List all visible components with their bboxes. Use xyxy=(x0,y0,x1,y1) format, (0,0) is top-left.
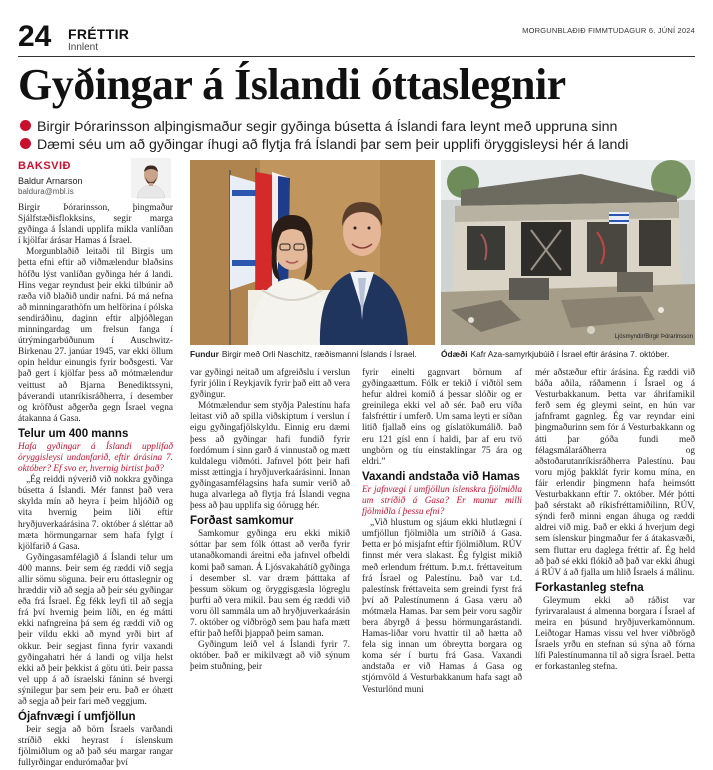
paragraph: Gleymum ekki að ráðist var fyrirvaralaust á almenna borgara í Ísrael af meira en þúsund hryðjuverkamönnum. Leiðtogar Hamas vissu vel hver viðbrögð Ísraels yrðu en stefnan sú sýna að fórna lífi Palestínumanna til að sigra Ísrael. Þetta er forkastanleg stefna. xyxy=(535,595,695,673)
author-avatar xyxy=(131,158,171,198)
subheading: Telur um 400 manns xyxy=(18,427,129,440)
paragraph: Samkomur gyðinga eru ekki mikið sóttar þar sem fólk óttast að verða fyrir utanaðkomandi áreitni eða jafnvel ofbeldi komi það saman. Á Ljósvakahátíð gyðinga í desember sl. var dræm þátttaka af þessum sökum og öryggisgæsla lögreglu þurfti að vera mikil. Þau sem ég ræddi við voru öll sammála um að hryðjuverkaárásin 7. október og viðbrögð sem þau hafa mætt eftir það hefði þjappað þeim saman. xyxy=(190,529,350,640)
caption-text: Birgir með Orli Naschitz, ræðismanni Íslands í Ísrael. xyxy=(221,349,417,359)
photo-caption-1 xyxy=(190,349,417,359)
paragraph: fyrir einelti gagnvart börnum af gyðingaættum. Fólk er tekið í viðtöl sem hefur aldrei komið á þessar slóðir og er greinilega ekki vel að sér. Það eru víða falsfréttir í umferð. Um sama leyti er síðan litið fjallað eins og gíslatökumálið. Það eru 121 gísl enn í haldi, þar af eru tvö ungbörn og tíu einstaklingar 75 ára og eldri.” xyxy=(362,368,522,467)
paragraph: Þeir segja að börn Ísraels varðandi stríðið ekki heyrast í íslenskum fjölmiðlum og að það séu margar rangar fullyrðingar endurómaðar því xyxy=(18,725,173,769)
deck-text-1: Birgir Þórarinsson alþingismaður segir gyðinga búsetta á Íslandi fara leynt með uppruna sinn xyxy=(37,119,618,135)
deck-text-2: Dæmi séu um að gyðingar íhugi að flytja frá Íslandi þar sem þeir upplifi öryggisleysi hér á landi xyxy=(37,137,629,153)
interview-question: Er jafnvægi í umfjöllun íslenskra fjölmiðla um stríðið á Gasa? Er munur milli fjölmiðla í þessu efni? xyxy=(362,484,522,518)
interview-question: Hafa gyðingar á Íslandi upplifað öryggisleysi undanfarið, eftir árásina 7. október? Ef svo er, hvernig birtist það? xyxy=(18,441,173,475)
paragraph: Birgir Þórarinsson, þingmaður Sjálfstæðisflokksins, segir marga gyðinga á Íslandi upplifa mikla vanlíðan í kjölfar árásar Hamas á Ísrael. xyxy=(18,203,173,247)
author-name: Baldur Arnarson xyxy=(18,176,83,186)
kicker-label: BAKSVIÐ xyxy=(18,160,72,172)
red-bullet-icon xyxy=(20,120,31,131)
paragraph: mér aðstæður eftir árásina. Ég ræddi við báða aðila, ráðamenn í Ísrael og á Vesturbakkanum. Þetta var áhrifamikil ferð sem ég gleymi seint, en hún var jafnframt gagnleg. Ég var reyndar eini þingmaðurinn sem fór á Vesturbakkann og átti þar góða fundi með félagsmálaráðherra og aðstoðarutanríkisráðherra Palestínu. Þau voru mjög þakklát fyrir komu mína, en fáir erlendir þingmenn hafa heimsótt Vesturbakkann eftir 7. október. Mér þótti það sérstakt að ríkisfréttamiðilinn, RÚV, sýndi ferð minni engan áhuga og ræddi aldrei við mig. Það er ekki á hverjum degi sem íslenskur þingmaður fer á átakasvæði, sem fluttar eru daglega fréttir af. Ég held að það sé ekki flókið að það var ekki áhugi á RÚV á að fjalla um hlið Ísraels á málinu. xyxy=(535,368,695,578)
paragraph: Morgunblaðið leitaði til Birgis um þetta efni eftir að viðmælendur blaðsins höfðu lýst vanlíðan gyðinga hér á landi. Hins vegar reyndust þeir ekki tilbúnir að ræða við blaðið undir nafni. Þá má nefna að minningarathöfn um helförina í pólska sendiráðinu, daginn eftir alþjóðlegan minningardag um frelsun fanga í útrýmingarbúðunum í Auschwitz-Birkenau 27. janúar 1945, var ekki öllum opin heldur einungis fyrir boðsgesti. Var það gert í kjölfar þess að mótmælendur veittust að Bjarna Benediktssyni, þáverandi utanríkisráðherra, í desember og kröfðust aðgerða gegn Ísrael vegna átakanna á Gasa. xyxy=(18,247,173,424)
paragraph: Mótmælendur sem styðja Palestínu hafa leitast við að spilla viðskiptum í verslun í eigu gyðingafjölskyldu. Einnig eru dæmi þess að gyðingar hafi fundið fyrir fordómum í sinn garð á vinnustað og mætt kuldalegu viðmóti. Jafnvel þótt þeir hafi misst ættingja í hryðjuverkaárásinni. Innan gyðingasamfélagsins hafa sumir verið að huga alvarlega að flytja frá Íslandi vegna þess að þau upplifa sig óörugg hér. xyxy=(190,401,350,512)
photo-meeting xyxy=(190,160,435,345)
subsection-label: Innlent xyxy=(68,42,99,53)
subheading: Ójafnvægi í umfjöllun xyxy=(18,711,136,724)
photo-kibbutz-ruins xyxy=(441,160,695,345)
caption-label: Ódæði xyxy=(441,349,468,359)
photo-credit: Ljósmyndir/Birgir Þórarinsson xyxy=(614,334,693,340)
page-header xyxy=(18,22,695,56)
deck-line-1 xyxy=(20,118,695,136)
section-label: FRÉTTIR xyxy=(68,26,130,42)
article-column-2 xyxy=(190,368,350,673)
author-email[interactable]: baldura@mbl.is xyxy=(18,187,74,196)
dateline: MORGUNBLAÐIÐ FIMMTUDAGUR 6. JÚNÍ 2024 xyxy=(522,26,695,35)
subheading: Forðast samkomur xyxy=(190,515,294,528)
caption-text: Kafr Aza-samyrkjubúið í Ísrael eftir árásina 7. október. xyxy=(470,349,670,359)
header-rule xyxy=(18,56,695,57)
subheading: Vaxandi andstaða við Hamas xyxy=(362,470,520,483)
paragraph: „Ég reiddi nýverið við nokkra gyðinga búsetta á Íslandi. Mér fannst það vera skylda mín að heyra í þeim hljóðið og vita hvernig þeim liði eftir hryðjuverkaárásina 7. október á sléttar að mæta hörmungarnar sem hafa fylgt í kjölfarið á Gasa. xyxy=(18,475,173,552)
headline: Gyðingar á Íslandi óttaslegnir xyxy=(18,60,566,109)
page-number: 24 xyxy=(18,20,52,53)
paragraph: Gyðingum leið vel á Íslandi fyrir 7. október. Það er mikilvægt að við sýnum þeim stuðning, þeir xyxy=(190,640,350,673)
subheading: Forkastanleg stefna xyxy=(535,581,644,594)
article-column-1 xyxy=(18,203,173,769)
article-column-3 xyxy=(362,368,522,695)
paragraph: Gyðingasamfélagið á Íslandi telur um 400 manns. Þeir sem ég ræddi við segja allir sömu söguna. Þeir eru óttaslegnir og hræddir við að segja að þeir séu gyðingar eða frá Ísrael. Ég fékk leyfi til að segja frá því hvernig þeim líði, en ég mátti ekki nafngreina þá sem ég ræddi við og þeir vildu ekki að mynd yrði birt af okkur. Þeir segjast finna fyrir vaxandi gyðingahatri hér á landi og vilja helst ekki að þeir þekkist á götu úti. Þeir passa vel upp á að ísraelski fáninn sé hvergi sýnilegur þar sem þeir eru. Það er óhætt að segja að þeir fari með veggjum. xyxy=(18,552,173,708)
paragraph: „Við hlustum og sjáum ekki hlutlægni í umfjöllun fjölmiðla um stríðið á Gasa. Þetta er þó misjafnt eftir fjölmiðlum. RÚV finnst mér vera slakast. Ég fylgist mikið með erlendum fréttum. Þ.m.t. fréttaveitum frá Ísrael og Palestínu. Það var t.d. palestínsk fréttaveita sem greindi fyrst frá því að Palestínumenn á Gasa væru að mótmæla Hamas. Þar sem þeir voru sagðir bera ábyrgð á þessu hörmungarástandi. Hamas-liðar voru hvattir til að hætta að fela sig innan um óbreytta borgara og koma sér í burtu frá Gasa. Vaxandi andstaða er við Hamas á Gasa og stjórnvöld á Vesturbakkanum hafa sagt að Vesturlönd muni xyxy=(362,518,522,695)
caption-label: Fundur xyxy=(190,349,219,359)
red-bullet-icon xyxy=(20,138,31,149)
paragraph: var gyðingi neitað um afgreiðslu í verslun fyrir jólin í Reykjavík fyrir það eitt að vera gyðingur. xyxy=(190,368,350,401)
photo-caption-2 xyxy=(441,349,669,359)
article-column-4 xyxy=(535,368,695,673)
deck-line-2 xyxy=(20,136,695,154)
